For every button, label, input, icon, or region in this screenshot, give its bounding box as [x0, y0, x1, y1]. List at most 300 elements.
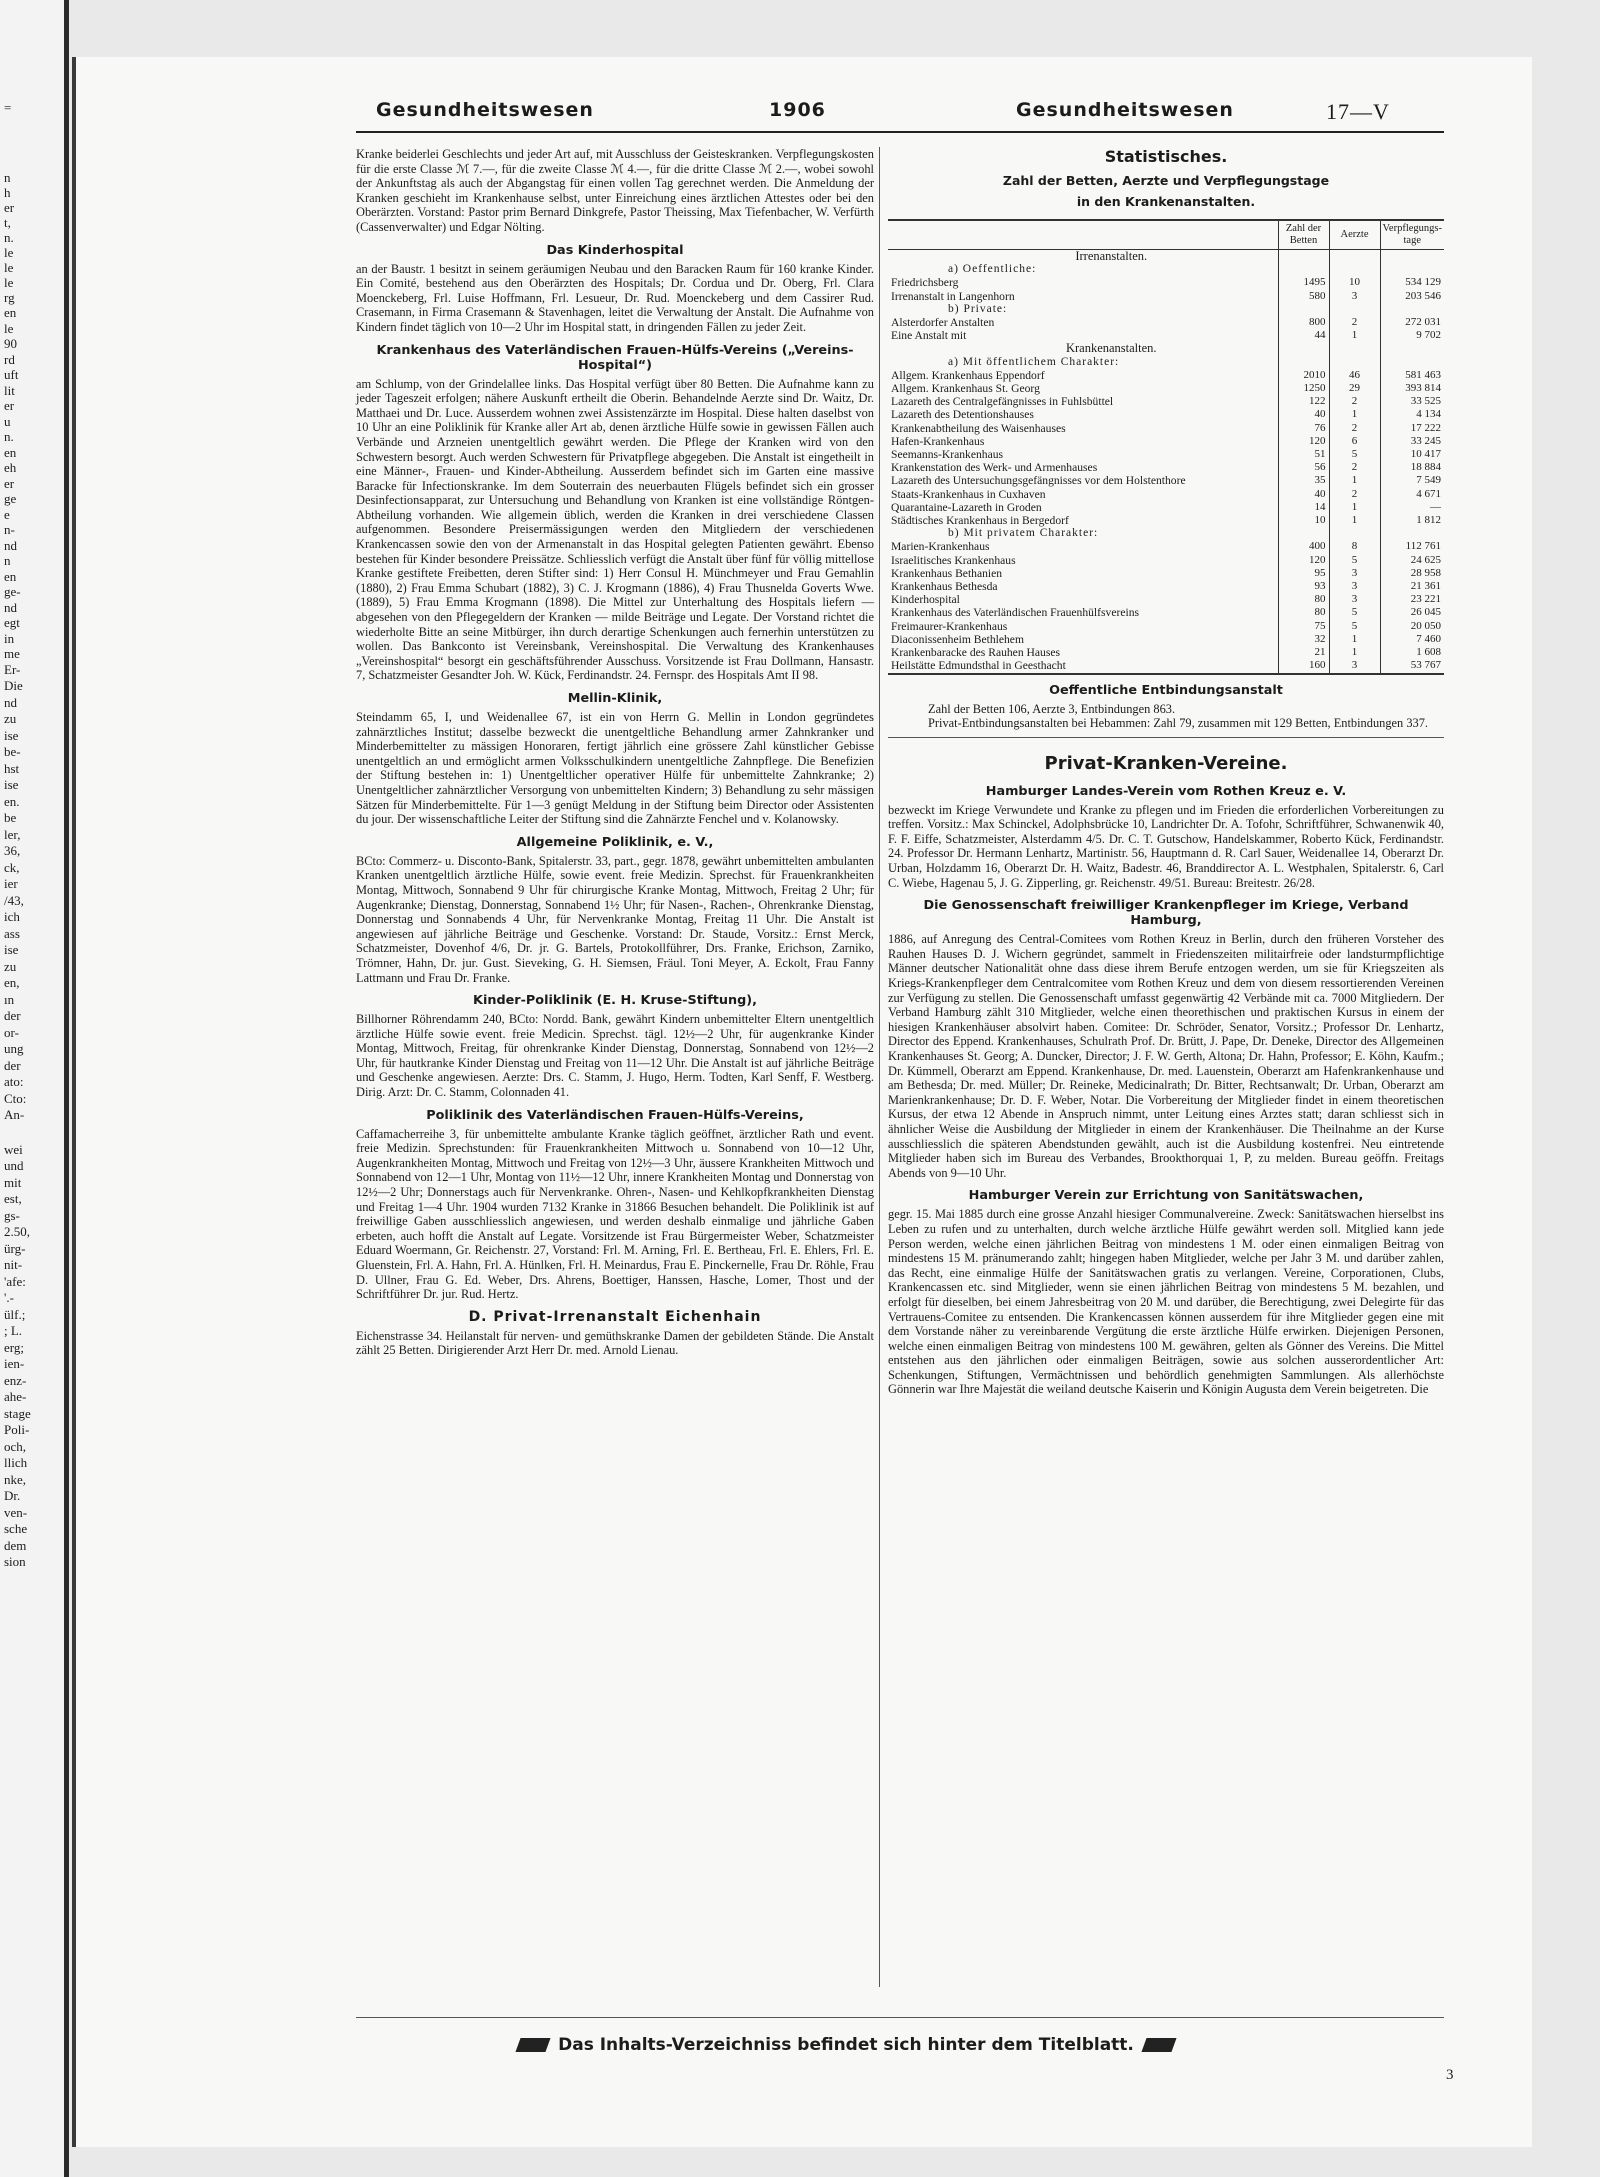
pointing-hand-left-icon — [516, 2038, 551, 2052]
row-name: Krankenstation des Werk- und Armenhauses — [888, 461, 1278, 474]
row-aerzte: 46 — [1329, 369, 1380, 382]
row-tage: 534 129 — [1380, 276, 1444, 289]
row-tage: 53 767 — [1380, 659, 1444, 673]
row-tage: 581 463 — [1380, 369, 1444, 382]
margin-fragment: n — [4, 553, 11, 568]
margin-fragment: le — [4, 245, 14, 260]
margin-fragment: dem — [4, 1537, 27, 1553]
row-name: Eine Anstalt mit — [888, 329, 1278, 342]
row-betten: 32 — [1278, 633, 1329, 646]
section-title: Die Genossenschaft freiwilliger Krankenpfleger im Kriege, Verband Hamburg, — [923, 898, 1409, 929]
row-tage — [1380, 263, 1444, 276]
margin-fragment: n. — [4, 230, 14, 245]
statistics-row — [888, 567, 1444, 580]
row-aerzte: 3 — [1329, 593, 1380, 606]
statistics-row — [888, 382, 1444, 395]
row-tage: 7 549 — [1380, 474, 1444, 487]
statistics-row — [888, 408, 1444, 421]
row-name: Hafen-Krankenhaus — [888, 435, 1278, 448]
section-title: Das Kinderhospital — [546, 242, 684, 258]
left-sections — [356, 243, 874, 1358]
row-aerzte: 3 — [1329, 290, 1380, 303]
row-betten: 80 — [1278, 606, 1329, 619]
row-betten: 76 — [1278, 422, 1329, 435]
row-tage — [1380, 342, 1444, 355]
statistics-row — [888, 659, 1444, 673]
row-tage: 393 814 — [1380, 382, 1444, 395]
row-tage: 112 761 — [1380, 540, 1444, 553]
row-betten: 35 — [1278, 474, 1329, 487]
margin-fragment: uft — [4, 367, 19, 382]
section-text: Steindamm 65, I, und Weidenallee 67, ist ein von Herrn G. Mellin in London gegründetes zahnärztliches Institut; dasselbe bezweckt die unentgeltliche Behandlung armer Zahnkranker und Minderbemittelter zu mässigen Honoraren, fertigt jährlich eine grössere Zahl künstlicher Gebisse unentgeltlich an und ermöglicht armen Volksschulkindern unentgeltliche Zahnpflege. Die Benefizien der Stiftung bestehen in: 1) Unentgeltlicher operativer Hülfe für unbemittelte Zahnkranke; 2) Unentgeltlicher zahnärztlicher Versorgung von unbemittelten Kindern; 3) Behandlung zu sehr mässigen Sätzen für Minderbemittelte. Für 1—3 genügt Meldung in der Stiftung beim Director oder Assistenten du jour. Der wissenschaftliche Leiter der Stiftung sind die Zahnärzte Fenchel und v. Kolanowsky. — [356, 710, 874, 827]
entbindung-text-2: Privat-Entbindungsanstalten bei Hebammen: Zahl 79, zusammen mit 129 Betten, Entbindungen 337. — [928, 716, 1429, 731]
pkv-title: Privat-Kranken-Vereine. — [1044, 752, 1288, 774]
row-tage: 33 245 — [1380, 435, 1444, 448]
margin-fragment: e — [4, 506, 10, 522]
section-title: Poliklinik des Vaterländischen Frauen-Hülfs-Vereins, — [426, 1107, 804, 1123]
row-betten: 400 — [1278, 540, 1329, 553]
margin-fragment: 36, — [4, 843, 21, 858]
margin-fragment: Er- — [4, 661, 21, 677]
statistics-row — [888, 514, 1444, 527]
row-tage: 272 031 — [1380, 316, 1444, 329]
statistics-row — [888, 329, 1444, 342]
row-aerzte: 1 — [1329, 474, 1380, 487]
header-year: 1906 — [769, 99, 826, 121]
row-name: Staats-Krankenhaus in Cuxhaven — [888, 488, 1278, 501]
row-betten: 122 — [1278, 395, 1329, 408]
margin-fragment: ass — [4, 925, 20, 941]
row-name: a) Oeffentliche: — [888, 263, 1278, 276]
statistics-title: Statistisches. — [1104, 147, 1228, 166]
margin-fragment: zu — [4, 958, 17, 974]
row-name: Alsterdorfer Anstalten — [888, 316, 1278, 329]
margin-fragment: en. — [4, 793, 20, 809]
statistics-row — [888, 501, 1444, 514]
row-betten: 1250 — [1278, 382, 1329, 395]
document-page — [72, 57, 1532, 2147]
row-tage: 23 221 — [1380, 593, 1444, 606]
row-name: b) Private: — [888, 303, 1278, 316]
section-text: gegr. 15. Mai 1885 durch eine grosse Anzahl hiesiger Communalvereine. Zweck: Sanitätswachen hierselbst ins Leben zu rufen und zu unterhalten, durch welche ärztliche Hülfe gewährt werden soll. Mitglied kann jede Person werden, welche einen jährlichen Beitrag von mindestens 1 M. oder einen einmaligen Beitrag von mindestens 15 M. pränumerando zahlt; hingegen haben Mitglieder, welche per Jahr 3 M. und darüber zahlen, das Recht, eine einmalige Hülfe der Sanitätswachen gratis zu verlangen. Vereine, Corporationen, Clubs, Krankencassen etc. sind Mitglieder, wenn sie einen jährlichen Beitrag von mindestens 5 M. bezahlen, und erfolgt für dieselben, bei einem Jahresbeitrag von 20 M. und darüber, die Berechtigung, zwei Delegirte für das Vertrauens-Comitee zu entsenden. Die Krankencassen können ausserdem für ihre Mitglieder gegen eine mit dem Vorstande näher zu vereinbarende Vergütung die erste ärztliche Hülfe erwirken. Diejenigen Personen, welche einen einmaligen Beitrag von mindestens 100 M. gewähren, gelten als Gönner des Vereins. Die Mittel entstehen aus den jährlichen oder einmaligen Beiträgen, sowie aus solchen ausserordentlicher Art: Schenkungen, Stiftungen, Vermächtnissen und behördlich genehmigten Sammlungen. Als allerhöchste Gönnerin war Ihre Majestät die weiland deutsche Kaiserin und Königin Augusta dem Verein beigetreten. Die — [888, 1207, 1444, 1397]
row-name: Krankenhaus Bethesda — [888, 580, 1278, 593]
right-column — [888, 147, 1444, 1403]
statistics-row — [888, 488, 1444, 501]
margin-fragment: nd — [4, 599, 17, 615]
row-aerzte: 5 — [1329, 448, 1380, 461]
margin-fragment: /43, — [4, 892, 24, 908]
row-name: Quarantaine-Lazareth in Groden — [888, 501, 1278, 514]
row-tage: 24 625 — [1380, 554, 1444, 567]
page-number: 3 — [1446, 2067, 1454, 2083]
header-rule — [356, 131, 1444, 133]
margin-fragment: egt — [4, 615, 20, 630]
col-tage: Verpflegungs-tage — [1380, 220, 1444, 250]
statistics-row — [888, 606, 1444, 619]
statistics-row — [888, 250, 1444, 264]
header-left: Gesundheitswesen — [376, 99, 594, 121]
margin-fragment: ise — [4, 727, 19, 743]
margin-fragment: ung — [4, 1041, 24, 1056]
row-betten — [1278, 356, 1329, 369]
previous-page-margin — [0, 0, 69, 2177]
statistics-row — [888, 263, 1444, 276]
entbindung-text: Zahl der Betten 106, Aerzte 3, Entbindungen 863. — [928, 701, 1176, 716]
row-aerzte — [1329, 527, 1380, 540]
row-aerzte — [1329, 263, 1380, 276]
row-aerzte: 1 — [1329, 329, 1380, 342]
right-section-rule — [888, 737, 1444, 738]
row-aerzte — [1329, 356, 1380, 369]
right-sections — [888, 784, 1444, 1397]
footer-note-text: Das Inhalts-Verzeichniss befindet sich hinter dem Titelblatt. — [558, 2035, 1134, 2055]
margin-fragment: est, — [4, 1191, 22, 1206]
row-name: Lazareth des Centralgefängnisses in Fuhlsbüttel — [888, 395, 1278, 408]
margin-fragment: An- — [4, 1107, 25, 1122]
row-tage: — — [1380, 501, 1444, 514]
row-betten — [1278, 527, 1329, 540]
margin-fragment: rg — [4, 290, 15, 305]
margin-fragment: 'afe: — [4, 1273, 26, 1289]
footer-note — [396, 2035, 1296, 2055]
row-betten — [1278, 263, 1329, 276]
row-betten: 1495 — [1278, 276, 1329, 289]
row-betten: 14 — [1278, 501, 1329, 514]
row-betten: 44 — [1278, 329, 1329, 342]
margin-fragment: n- — [4, 522, 15, 537]
row-aerzte: 2 — [1329, 422, 1380, 435]
row-aerzte: 6 — [1329, 435, 1380, 448]
row-aerzte: 3 — [1329, 567, 1380, 580]
entbindung-title: Oeffentliche Entbindungsanstalt — [1049, 682, 1283, 698]
row-aerzte: 1 — [1329, 501, 1380, 514]
section-title: Hamburger Verein zur Errichtung von Sanitätswachen, — [968, 1188, 1364, 1204]
margin-fragment: und — [4, 1158, 24, 1173]
row-name: Krankenbaracke des Rauhen Hauses — [888, 646, 1278, 659]
section-title: Krankenhaus des Vaterländischen Frauen-Hülfs-Vereins („Vereins-Hospital“) — [376, 342, 854, 373]
header-page: 17—V — [1326, 99, 1390, 124]
row-tage: 28 958 — [1380, 567, 1444, 580]
margin-fragment: och, — [4, 1438, 27, 1454]
statistics-row — [888, 461, 1444, 474]
row-tage: 20 050 — [1380, 620, 1444, 633]
row-tage — [1380, 356, 1444, 369]
row-aerzte: 2 — [1329, 395, 1380, 408]
margin-fragment: en — [4, 305, 17, 320]
row-aerzte: 1 — [1329, 646, 1380, 659]
margin-fragment: 2.50, — [4, 1224, 30, 1239]
row-name: Irrenanstalten. — [888, 250, 1278, 264]
row-tage: 4 134 — [1380, 408, 1444, 421]
section-text: Caffamacherreihe 3, für unbemittelte ambulante Kranke täglich geöffnet, ärztlicher Rath und event. freie Medizin. Sprechstunden: für Frauenkrankheiten Mittwoch u. Sonnabend von 10—12 Uhr, Augenkrankheiten Montag, Mittwoch und Freitag von 12½—3 Uhr, äussere Krankheiten Mittwoch und Sonnabend von 12—1 Uhr, Montag von 11½—12 Uhr, innere Krankheiten Montag und Donnerstag von 12½—2 Uhr; Donnerstags auch für Nervenkranke. Ohren-, Nasen- und Kehlkopfkrankheiten Dienstag und Freitag 1—4 Uhr. 1904 wurden 7132 Kranke in 31866 Besuchen behandelt. Die Poliklinik ist auf freiwillige Gaben ausschliesslich angewiesen, und werden deshalb einmalige und jährliche Gaben erbeten, auch hofft die Anstalt auf Legate. Vorsitzende ist Frau Bürgermeister Weber, Schatzmeister Eduard Woermann, Gr. Reichenstr. 27, Vorstand: Frl. M. Arning, Frl. E. Bertheau, Frl. E. Ehlers, Frl. E. Gluenstein, Frl. A. Hahn, Frl. A. Hünlken, Frl. H. Meinardus, Frau E. Pinckernelle, Frau Dr. Röhle, Frau D. Ullner, Frau G. Ed. Weber, Drs. Ahrens, Boettiger, Hanssen, Hasche, Lomer, Thost und der Schriftführer Dr. jur. Rud. Hertz. — [356, 1126, 874, 1302]
row-betten: 95 — [1278, 567, 1329, 580]
statistics-row — [888, 554, 1444, 567]
statistics-row — [888, 422, 1444, 435]
row-name: Heilstätte Edmundsthal in Geesthacht — [888, 659, 1278, 673]
margin-fragment: Poli- — [4, 1422, 30, 1437]
left-column — [356, 147, 874, 1364]
row-aerzte: 5 — [1329, 554, 1380, 567]
margin-fragment: ler, — [4, 826, 21, 842]
margin-fragment: nit- — [4, 1257, 23, 1272]
row-betten: 120 — [1278, 435, 1329, 448]
row-aerzte: 2 — [1329, 316, 1380, 329]
row-tage: 203 546 — [1380, 290, 1444, 303]
margin-fragment: le — [4, 320, 14, 336]
col-aerzte: Aerzte — [1329, 220, 1380, 250]
margin-fragment: ise — [4, 942, 19, 957]
margin-fragment: zu — [4, 711, 17, 726]
margin-fragment: er — [4, 398, 15, 413]
statistics-row — [888, 633, 1444, 646]
row-tage: 9 702 — [1380, 329, 1444, 342]
row-betten: 120 — [1278, 554, 1329, 567]
margin-fragment: ise — [4, 777, 19, 792]
row-name: Krankenanstalten. — [888, 342, 1278, 355]
statistics-table — [888, 219, 1444, 675]
row-name: Irrenanstalt in Langenhorn — [888, 290, 1278, 303]
margin-fragment: ahe- — [4, 1389, 27, 1404]
pointing-hand-right-icon — [1141, 2038, 1176, 2052]
section-title: Hamburger Landes-Verein vom Rothen Kreuz e. V. — [985, 783, 1347, 799]
margin-fragment: in — [4, 630, 15, 646]
margin-fragment: sion — [4, 1554, 26, 1569]
statistics-row — [888, 369, 1444, 382]
statistics-row — [888, 646, 1444, 659]
margin-fragment: ın — [4, 991, 15, 1007]
margin-fragment: be- — [4, 744, 21, 759]
row-betten: 800 — [1278, 316, 1329, 329]
row-tage: 18 884 — [1380, 461, 1444, 474]
row-name: Krankenhaus Bethanien — [888, 567, 1278, 580]
row-betten: 93 — [1278, 580, 1329, 593]
margin-fragment: rd — [4, 351, 15, 367]
statistics-row — [888, 276, 1444, 289]
row-aerzte: 10 — [1329, 276, 1380, 289]
statistics-row — [888, 580, 1444, 593]
section-title: D. Privat-Irrenanstalt Eichenhain — [468, 1308, 762, 1325]
margin-fragment: be — [4, 810, 17, 825]
row-tage: 4 671 — [1380, 488, 1444, 501]
margin-fragment: ck, — [4, 859, 20, 875]
margin-fragment: le — [4, 260, 14, 275]
row-betten: 56 — [1278, 461, 1329, 474]
footer-rule — [356, 2017, 1444, 2018]
row-tage: 1 608 — [1380, 646, 1444, 659]
row-betten: 51 — [1278, 448, 1329, 461]
margin-fragment: ülf.; — [4, 1306, 26, 1322]
margin-fragment: n — [4, 170, 11, 185]
row-aerzte — [1329, 342, 1380, 355]
margin-fragment: en, — [4, 975, 20, 990]
section-text: BCto: Commerz- u. Disconto-Bank, Spitalerstr. 33, part., gegr. 1878, gewährt unbemittelten ambulanten Kranken unentgeltlich ärztliche Hülfe, sowie event. freie Medizin. Sprechst. für Frauenkrankheiten Montag, Mittwoch, Sonnabend 9 Uhr für chirurgische Kranke Montag, Mittwoch, Freitag 2 Uhr; für Augenkranke; Dienstag, Donnerstag, Sonnabend 1½ Uhr; für Nasen-, Rachen-, Ohrenkranke Dienstag, Donnerstag und Sonnabends 4 Uhr, für Nervenkranke Montag, Freitag 11 Uhr. Die Anstalt ist angewiesen auf jährliche Beiträge und Geschenke. Vorstand: Dr. Staude, Vorsitz.: Ernst Merck, Schatzmeister, Dovenhof 4/6, Dr. jr. G. Bartels, Protokollführer, Drs. Franke, Erichson, Zarniko, Trömner, Hahn, Dr. jur. Gust. Sieveking, G. H. Siemsen, Fräul. Toni Meyer, A. Eckolt, Frau Fanny Lattmann und Frau Dr. Franke. — [356, 853, 874, 985]
row-aerzte — [1329, 303, 1380, 316]
row-betten: 2010 — [1278, 369, 1329, 382]
row-name: Krankenabtheilung des Waisenhauses — [888, 422, 1278, 435]
margin-fragment: ven- — [4, 1504, 28, 1520]
margin-fragment: ier — [4, 876, 18, 891]
row-tage: 7 460 — [1380, 633, 1444, 646]
margin-fragment: en — [4, 568, 17, 584]
row-aerzte: 2 — [1329, 461, 1380, 474]
row-aerzte: 1 — [1329, 633, 1380, 646]
row-betten: 160 — [1278, 659, 1329, 673]
row-betten: 80 — [1278, 593, 1329, 606]
margin-fragment: eh — [4, 460, 17, 475]
section-text: Billhorner Röhrendamm 240, BCto: Nordd. Bank, gewährt Kindern unbemittelter Eltern unentgeltlich ärztliche Hülfe sowie event. freie Medicin. Sprechst. tägl. 12½—2 Uhr, für augenkranke Kinder Montag, Mittwoch, Freitag, für ohrenkranke Kinder Dienstag, Donnerstag, Sonnabend von 12½—2 Uhr, für hautkranke Kinder Dienstag und Freitag von 11—12 Uhr. Die Anstalt ist auf jährliche Beiträge und Geschenke angewiesen. Aerzte: Drs. C. Stamm, J. Hugo, Herm. Todten, Karl Senff, F. Westberg. Dirig. Arzt: Dr. C. Stamm, Colonnaden 41. — [356, 1012, 874, 1100]
statistics-row — [888, 395, 1444, 408]
row-aerzte — [1329, 250, 1380, 264]
margin-fragment: '.- — [4, 1290, 14, 1305]
statistics-subtitle-2: in den Krankenanstalten. — [1076, 194, 1256, 209]
margin-fragment: ; L. — [4, 1323, 23, 1338]
row-aerzte: 3 — [1329, 580, 1380, 593]
margin-fragment: ge- — [4, 584, 21, 599]
margin-fragment: sche — [4, 1521, 28, 1536]
margin-fragment: ürg- — [4, 1240, 26, 1256]
section-title: Mellin-Klinik, — [567, 691, 663, 706]
margin-fragment: h — [4, 185, 11, 200]
row-name: Friedrichsberg — [888, 276, 1278, 289]
margin-fragment: 90 — [4, 336, 17, 351]
margin-fragment: le — [4, 275, 14, 290]
row-tage: 26 045 — [1380, 606, 1444, 619]
section-text: bezweckt im Kriege Verwundete und Kranke zu pflegen und im Frieden die erforderlichen Vorbereitungen zu treffen. Vorsitz.: Max Schinckel, Adolphsbrücke 10, Landrichter Dr. A. Tofohr, Schriftführer, Schwanenwik 40, F. F. Eiffe, Schatzmeister, Alsterdamm 4/5. Dr. C. T. Gutschow, Handelskammer, Roberto Kück, Ferdinandstr. 24. Professor Dr. Hermann Lenhartz, Martinistr. 56, Hauptmann d. R. Carl Sauer, Weidenallee 14, Oberarzt Dr. Urban, Holzdamm 16, Oberarzt Dr. H. Waitz, Badestr. 46, Branddirector A. L. Westphalen, Spitalerstr. 6, Carl C. Wiebe, Hagenau 5, J. G. Zipperling, gr. Reichenstr. 49/51. Bureau: Breitestr. 26/28. — [888, 802, 1444, 890]
statistics-row — [888, 316, 1444, 329]
margin-fragment: or- — [4, 1024, 19, 1040]
margin-fragment: u — [4, 413, 11, 429]
page-header — [76, 99, 1532, 129]
statistics-subtitle-1: Zahl der Betten, Aerzte und Verpflegungstage — [1002, 173, 1330, 188]
margin-fragment: hst — [4, 760, 20, 776]
row-betten: 40 — [1278, 488, 1329, 501]
margin-fragment: der — [4, 1008, 21, 1023]
margin-fragment: Cto: — [4, 1090, 27, 1106]
section-text: 1886, auf Anregung des Central-Comitees vom Rothen Kreuz in Berlin, durch den früheren Vorsteher des Rauhen Hauses D. J. Wichern gegründet, sammelt in Friedenszeiten militairfreie oder landsturmpflichtige Männer deutscher Nationalität ohne dass diese ihrem Berufe entzogen werden, um sie für Kriegszeiten als Kriegs-Krankenpfleger dem Centralcomitee vom Rothen Kreuz und dem von diesem ressortierenden Vereinen zur Verfügung zu stellen. Die Genossenschaft umfasst gegenwärtig 42 Verbände mit ca. 7000 Mitgliedern. Der Verband Hamburg zählt 310 Mitglieder, welche einen theorethischen und praktischen Kursus in einem der hiesigen Krankenhäuser absolvirt haben. Comitee: Dr. Schröder, Senator, Vorsitz.; Professor Dr. Lenhartz, Director des Eppend. Krankenhauses, Schulrath Prof. Dr. Brütt, J. Pape, Dr. Deneke, Director des Allgemeinen Krankenhauses St. Georg; A. Duncker, Director; J. F. W. Gerth, Altona; Dr. Hahn, Professor; E. Köhn, Kaufm.; Dr. Kümmell, Oberarzt am Eppend. Krankenhause, Dr. med. Lauenstein, Oberarzt am Hafenkrankenhause und am Bethesda; Dr. med. Müller; Dr. Reineke, Medicinalrath; Dr. Bitter, Rechtsanwalt; Dr. Urban, Oberarzt am Marienkrankenhause; Dr. D. F. Weber, Notar. Die Vorbereitung der Mitglieder findet in einem theoretischen Kursus, der etwa 12 Abende in Anspruch nimmt, unter Leitung eines Arztes statt; daran schliesst sich in ähnlicher Weise die Ausbildung der Mitglieder in einem der Krankenhäuser. Die Theilnahme an der Kurse ausschliesslich die späteren Abendstunden gewählt, auch ist die Ausbildung kostenfrei. Neu eintretende Mitglieder haben sich im Bureau des Verbandes, Brookthorquai 1, P, zu melden. Bureau geöffn. Freitags Abends von 9—10 Uhr. — [888, 932, 1444, 1180]
margin-fragment: en — [4, 444, 17, 460]
row-aerzte: 2 — [1329, 488, 1380, 501]
statistics-body — [888, 250, 1444, 674]
intro-paragraph: Kranke beiderlei Geschlechts und jeder Art auf, mit Ausschluss der Geisteskranken. Verpflegungskosten für die erste Classe ℳ 7.—, für die zweite Classe ℳ 4.—, für die dritte Classe ℳ 2.—, wobei sowohl der Ankunftstag als auch der Abgangstag für einen vollen Tag gerechnet werden. Die Anmeldung der Kranken geschieht im Krankenhause selbst, unter Einreichung eines ärztlichen Attestes oder bei den Oberärzten. Vorstand: Pastor prim Bernard Dinkgrefe, Pastor Theissing, Max Tiefenbacher, W. Verfürth (Cassenverwalter) und Edgar Nölting. — [356, 147, 874, 234]
row-tage: 17 222 — [1380, 422, 1444, 435]
margin-fragment: stage — [4, 1405, 31, 1421]
margin-fragment: enz- — [4, 1372, 27, 1388]
statistics-row — [888, 290, 1444, 303]
margin-fragment: wei — [4, 1141, 23, 1157]
col-name — [888, 220, 1278, 250]
statistics-row — [888, 527, 1444, 540]
statistics-row — [888, 593, 1444, 606]
row-tage: 1 812 — [1380, 514, 1444, 527]
row-tage: 21 361 — [1380, 580, 1444, 593]
statistics-row — [888, 342, 1444, 355]
margin-fragment: me — [4, 646, 20, 661]
row-aerzte: 5 — [1329, 606, 1380, 619]
row-betten: 40 — [1278, 408, 1329, 421]
margin-fragment: nd — [4, 694, 17, 710]
row-aerzte: 1 — [1329, 514, 1380, 527]
row-aerzte: 5 — [1329, 620, 1380, 633]
margin-fragment: ien- — [4, 1356, 25, 1371]
margin-fragment: der — [4, 1057, 21, 1073]
col-betten: Zahl der Betten — [1278, 220, 1329, 250]
statistics-row — [888, 356, 1444, 369]
row-name: Krankenhaus des Vaterländischen Frauenhülfsvereins — [888, 606, 1278, 619]
margin-fragment: ato: — [4, 1074, 24, 1089]
section-title: Allgemeine Poliklinik, e. V., — [516, 834, 714, 850]
section-title: Kinder-Poliklinik (E. H. Kruse-Stiftung), — [473, 993, 757, 1009]
section-text: am Schlump, von der Grindelallee links. Das Hospital verfügt über 80 Betten. Die Aufnahme kann zu jeder Tageszeit erfolgen; nähere Auskunft ertheilt die Oberin. Behandelnde Aerzte sind Dr. Waitz, Dr. Matthaei und Dr. Luce. Ausserdem wohnen zwei Assistenzärzte im Hospital. Diese halten daselbst von 10 Uhr an eine Poliklinik für Kranke aller Art ab, denen ärztliche Hülfe sowie in gewissen Fällen auch Verbände und Arzneien unentgeltlich gewährt werden. Die Pflege der Kranken wird von den Schwestern besorgt. Auch werden Schwestern für Privatpflege abgegeben. Die Anstalt ist eingetheilt in eine Männer-, Frauen- und Kinder-Abtheilung. Ausserdem befindet sich im Garten eine massive Baracke für Infectionskranke. Im dem Souterrain des neuerbauten Flügels befindet sich ein grosser Desinfectionsapparat, zur Untersuchung und Behandlung von Kranken ist eine vollständige Röntgen-Abtheilung vorhanden. Wie allgemein üblich, werden die Kranken in drei verschiedene Classen aufgenommen. Besondere Preisermässigungen werden den Mitgliedern der verschiedenen Krankencassen sowie den von der Armenanstalt in das Hospital gelegten Patienten gewährt. Ebenso bestehen für Kinder besondere Preissätze. Schliesslich verfügt die Anstalt über fünf für völlig mittellose Kranke gestiftete Freibetten, deren Stifter sind: 1) Herr Consul H. Münchmeyer und Frau Gemahlin (1880), 2) Frau Emma Schubart (1882), 3) C. J. Krogmann (1886), 4) Frau Thusnelda Goverts Wwe. (1889), 5) Frau Emma Krogmann (1898). Die Mittel zur Unterhaltung des Hospitals liefern — abgesehen von den Pflegegeldern der Kranken — milde Beiträge und Legate. Der Vorstand richtet die wiederholte Bitte an seine Mitbürger, ihn durch derartige Schenkungen auch fernerhin unterstützen zu wollen. Das Bankconto ist Vereinsbank, Vereinshospital. Die Verwaltung des Krankenhauses „Vereinshospital“ besorgt ein geschäftsführender Ausschuss. Vorsitzende ist Frau Dollmann, Hansastr. 7, Schatzmeister Gesandter Joh. W. Kück, Ferdinandstr. 24. Fernspr. des Hospitals Amt II 98. — [356, 376, 874, 683]
row-tage: 10 417 — [1380, 448, 1444, 461]
row-betten — [1278, 303, 1329, 316]
row-aerzte: 1 — [1329, 408, 1380, 421]
row-name: Freimaurer-Krankenhaus — [888, 620, 1278, 633]
margin-fragment: = — [4, 100, 12, 115]
margin-fragment: lit — [4, 382, 15, 398]
statistics-row — [888, 448, 1444, 461]
row-betten — [1278, 250, 1329, 264]
margin-fragment: mit — [4, 1174, 22, 1190]
margin-fragment: er — [4, 475, 15, 491]
row-tage: 33 525 — [1380, 395, 1444, 408]
section-text: an der Baustr. 1 besitzt in seinem geräumigen Neubau und den Baracken Raum für 160 kranke Kinder. Ein Comité, bestehend aus den Oberärzten des Hospitals; Dr. Cordua und Dr. Oberg, Frl. Clara Moenckeberg, Frl. Luise Hoffmann, Frl. Lesueur, Dr. Rud. Moenckeberg und dem Cassirer Rud. Crasemann, in Firma Crasemann & Stavenhagen, leitet die Verwaltung der Anstalt. Die Aufnahme von Kindern findet täglich von 10—2 Uhr im Hospital statt, in dringenden Fällen zu jeder Zeit. — [356, 261, 874, 334]
row-name: Allgem. Krankenhaus Eppendorf — [888, 369, 1278, 382]
margin-fragment: er — [4, 200, 15, 215]
section-text: Eichenstrasse 34. Heilanstalt für nerven- und gemüthskranke Damen der gebildeten Stände. Die Anstalt zählt 25 Betten. Dirigierender Arzt Herr Dr. med. Arnold Lienau. — [356, 1328, 874, 1358]
statistics-row — [888, 474, 1444, 487]
row-name: Kinderhospital — [888, 593, 1278, 606]
margin-fragment: n. — [4, 429, 14, 444]
row-name: Seemanns-Krankenhaus — [888, 448, 1278, 461]
margin-fragment: t, — [4, 215, 11, 230]
row-name: Lazareth des Detentionshauses — [888, 408, 1278, 421]
margin-fragment: erg; — [4, 1339, 24, 1355]
row-tage — [1380, 250, 1444, 264]
row-tage — [1380, 527, 1444, 540]
header-right: Gesundheitswesen — [1016, 99, 1234, 121]
row-aerzte: 29 — [1329, 382, 1380, 395]
margin-fragment: nke, — [4, 1471, 27, 1487]
margin-fragment: Dr. — [4, 1488, 21, 1503]
row-name: Allgem. Krankenhaus St. Georg — [888, 382, 1278, 395]
row-name: a) Mit öffentlichem Charakter: — [888, 356, 1278, 369]
margin-fragment: ich — [4, 909, 20, 924]
row-name: Lazareth des Untersuchungsgefängnisses vor dem Holstenthore — [888, 474, 1278, 487]
statistics-row — [888, 540, 1444, 553]
row-betten: 21 — [1278, 646, 1329, 659]
row-name: b) Mit privatem Charakter: — [888, 527, 1278, 540]
row-name: Diaconissenheim Bethlehem — [888, 633, 1278, 646]
row-betten: 580 — [1278, 290, 1329, 303]
margin-fragment: ge — [4, 491, 17, 506]
row-aerzte: 8 — [1329, 540, 1380, 553]
statistics-row — [888, 303, 1444, 316]
row-name: Marien-Krankenhaus — [888, 540, 1278, 553]
row-aerzte: 3 — [1329, 659, 1380, 673]
statistics-row — [888, 435, 1444, 448]
column-divider — [879, 147, 880, 1987]
margin-fragment: nd — [4, 537, 17, 553]
statistics-row — [888, 620, 1444, 633]
margin-fragment: llich — [4, 1455, 28, 1470]
margin-fragment: Die — [4, 678, 23, 693]
margin-fragment: gs- — [4, 1207, 20, 1223]
row-betten — [1278, 342, 1329, 355]
row-betten: 75 — [1278, 620, 1329, 633]
row-name: Israelitisches Krankenhaus — [888, 554, 1278, 567]
row-betten: 10 — [1278, 514, 1329, 527]
row-name: Städtisches Krankenhaus in Bergedorf — [888, 514, 1278, 527]
